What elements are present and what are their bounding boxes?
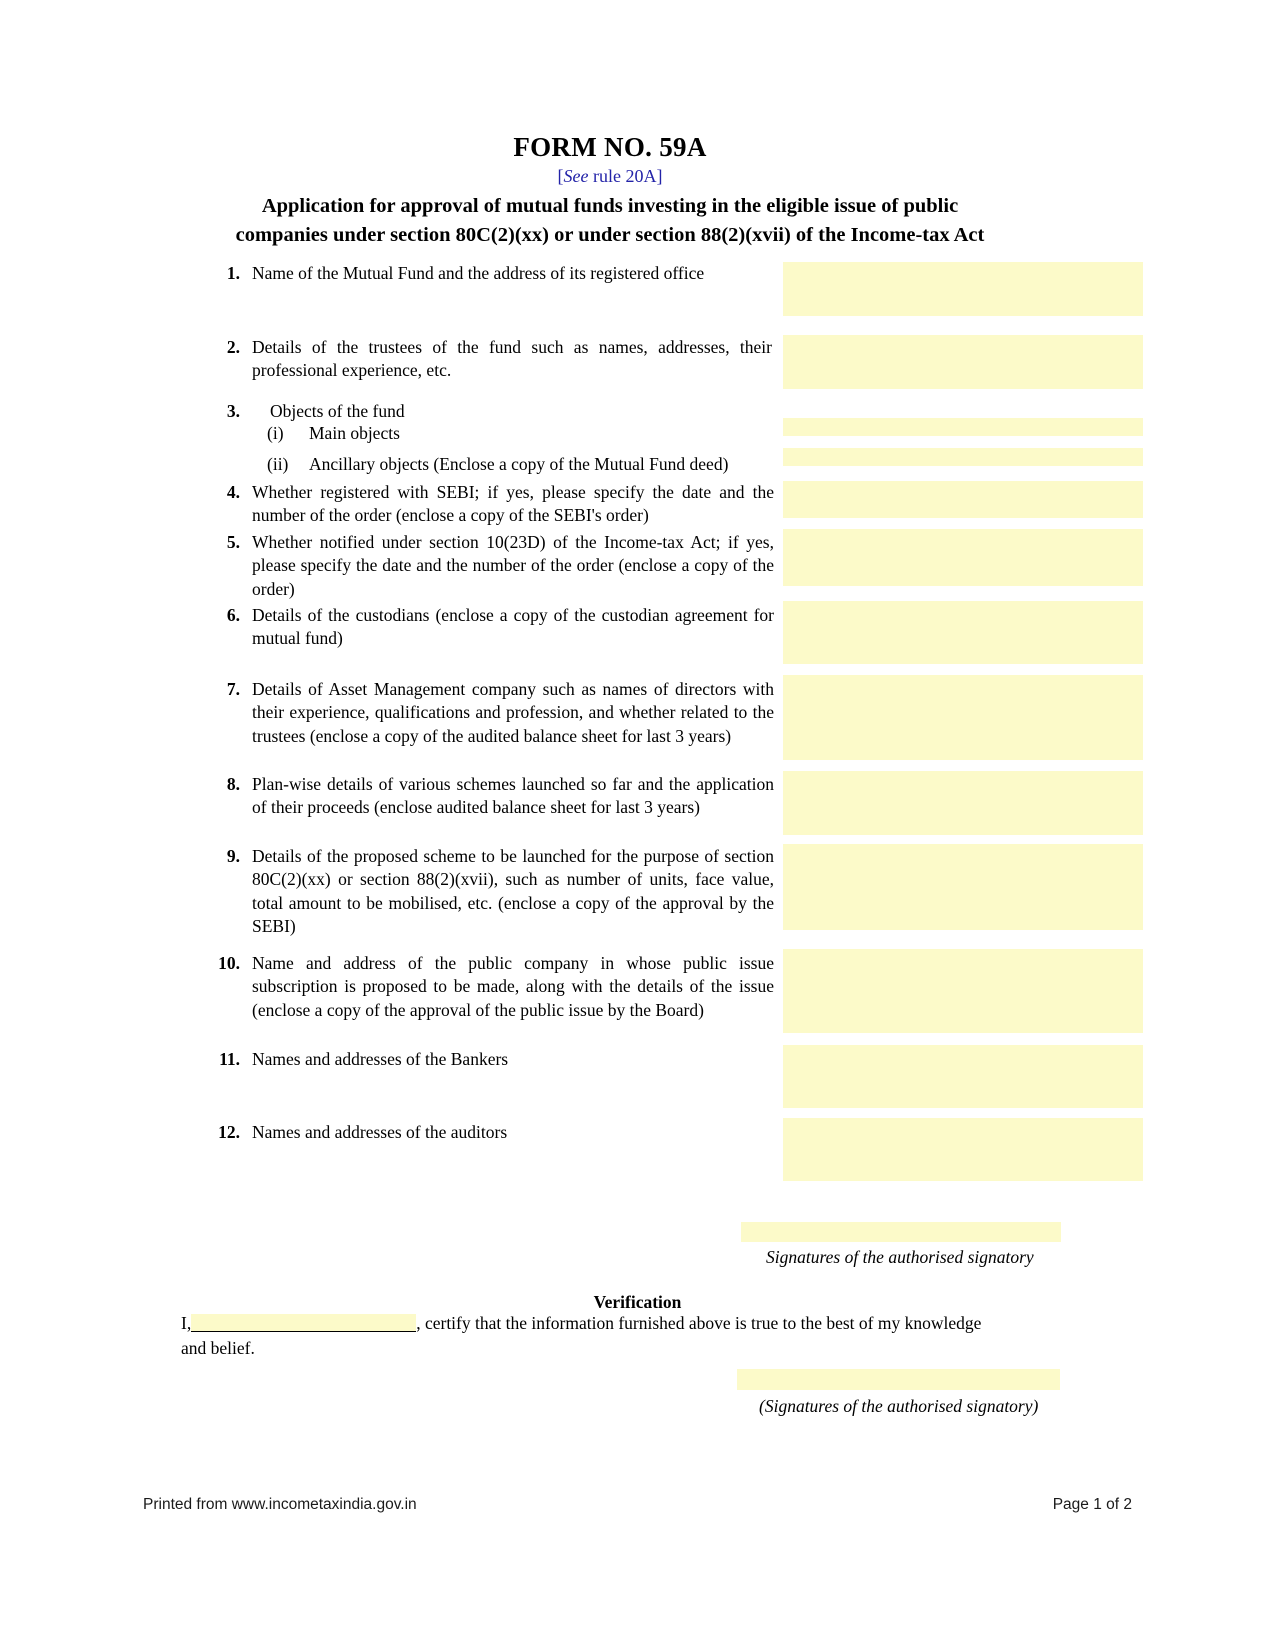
- item-number: 2.: [226, 337, 240, 357]
- page-number-label: Page 1 of 2: [1052, 1496, 1132, 1513]
- answer-field-11[interactable]: [783, 1045, 1143, 1108]
- subitem-label: Ancillary objects (Enclose a copy of the Mutual Fund deed): [309, 454, 729, 474]
- item-label: Whether notified under section 10(23D) of the Income-tax Act; if yes, please specify the date and the number of the order (enclose a copy of the order): [252, 532, 774, 599]
- subitem-marker: (ii): [267, 454, 289, 474]
- subitem-marker: (i): [267, 423, 284, 443]
- item-label: Name of the Mutual Fund and the address of its registered office: [252, 263, 705, 283]
- answer-field-9[interactable]: [783, 844, 1143, 930]
- verification-body-line-2: and belief.: [181, 1338, 255, 1359]
- answer-field-2[interactable]: [783, 335, 1143, 389]
- answer-field-12[interactable]: [783, 1118, 1143, 1181]
- item-number: 7.: [226, 679, 240, 699]
- subitem-label: Main objects: [309, 423, 400, 443]
- item-label: Plan-wise details of various schemes launched so far and the application of their proceeds (enclose audited balance sheet for last 3 years): [252, 774, 774, 818]
- verification-statement: [181, 1311, 1036, 1360]
- verification-body: , certify that the information furnished above is true to the best of my knowledge: [416, 1313, 982, 1333]
- item-number: 4.: [226, 482, 240, 502]
- answer-field-7[interactable]: [783, 675, 1143, 760]
- item-label: Name and address of the public company in whose public issue subscription is proposed to be made, along with the details of the issue (enclose a copy of the approval of the public issue by the Board): [252, 953, 774, 1020]
- item-label: Details of the proposed scheme to be launched for the purpose of section 80C(2)(xx) or section 88(2)(xvii), such as number of units, face value, total amount to be mobilised, etc. (enclose a copy of the approval by the SEBI): [252, 846, 774, 936]
- answer-field-3i[interactable]: [783, 418, 1143, 436]
- answer-field-1[interactable]: [783, 262, 1143, 316]
- signature-caption-2: (Signatures of the authorised signatory): [759, 1396, 1039, 1416]
- answer-field-5[interactable]: [783, 529, 1143, 586]
- item-number: 11.: [219, 1049, 240, 1069]
- answer-field-6[interactable]: [783, 601, 1143, 664]
- answer-field-4[interactable]: [783, 481, 1143, 518]
- answer-field-8[interactable]: [783, 771, 1143, 835]
- item-number: 3.: [226, 401, 240, 421]
- signature-caption-1: Signatures of the authorised signatory: [766, 1247, 1034, 1267]
- item-label: Details of Asset Management company such as names of directors with their experience, qualifications and profession, and whether related to the trustees (enclose a copy of the audited balance sheet for last 3 years): [252, 679, 774, 746]
- rule-reference: rule 20A]: [593, 166, 663, 187]
- page-footer: [0, 1496, 1275, 1586]
- form-title-line-2: companies under section 80C(2)(xx) or under section 88(2)(xvii) of the Income-tax Act: [235, 224, 985, 247]
- verification-lead: I,: [181, 1313, 192, 1333]
- answer-field-3ii[interactable]: [783, 448, 1143, 466]
- document-header: [160, 132, 1060, 251]
- form-number-title: FORM NO. 59A: [513, 132, 707, 162]
- item-label: Objects of the fund: [270, 401, 405, 421]
- signature-field-2[interactable]: [737, 1369, 1060, 1390]
- verification-name-field[interactable]: [191, 1314, 416, 1332]
- item-number: 1.: [226, 263, 240, 283]
- item-number: 9.: [226, 846, 240, 866]
- item-number: 12.: [218, 1122, 240, 1142]
- item-number: 5.: [226, 532, 240, 552]
- item-number: 8.: [226, 774, 240, 794]
- item-label: Names and addresses of the Bankers: [252, 1049, 509, 1069]
- see-word: See: [563, 166, 589, 187]
- printed-from-label: Printed from www.incometaxindia.gov.in: [143, 1496, 417, 1513]
- item-label: Whether registered with SEBI; if yes, please specify the date and the number of the order (enclose a copy of the SEBI's order): [252, 482, 774, 526]
- verification-heading: Verification: [593, 1292, 682, 1312]
- item-label: Details of the custodians (enclose a copy of the custodian agreement for mutual fund): [252, 605, 774, 649]
- signature-field-1[interactable]: [741, 1222, 1061, 1242]
- answer-field-10[interactable]: [783, 949, 1143, 1033]
- see-rule-reference: [See rule 20A]: [557, 166, 663, 187]
- item-number: 10.: [218, 953, 240, 973]
- item-number: 6.: [226, 605, 240, 625]
- form-title-line-1: Application for approval of mutual funds investing in the eligible issue of public: [261, 194, 959, 217]
- item-label: Names and addresses of the auditors: [252, 1122, 508, 1142]
- item-label: Details of the trustees of the fund such as names, addresses, their professional experience, etc.: [252, 337, 772, 381]
